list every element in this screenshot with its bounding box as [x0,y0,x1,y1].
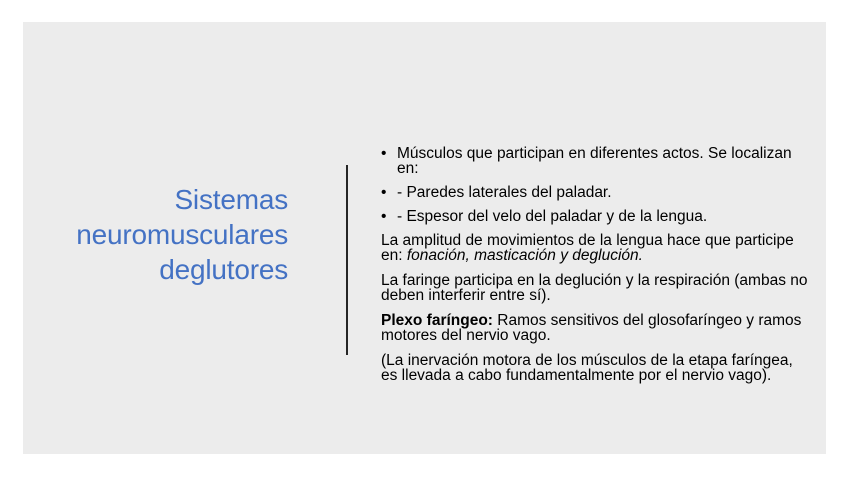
vertical-divider [346,165,348,355]
bullet-item [381,209,811,224]
bullet-item [381,146,811,176]
title-line: Sistemas [174,184,288,215]
paragraph-text: Ramos sensitivos del glosofaríngeo y ramos motores del nervio vago. [381,312,802,344]
paragraph-faringe [381,273,811,303]
bullet-dot: • [381,208,387,225]
slide-content [381,146,811,393]
bullet-item [381,185,811,200]
bullet-dot: • [381,145,387,162]
title-line: deglutores [159,254,288,285]
title-line: neuromusculares [76,219,288,250]
paragraph-text: (La inervación motora de los músculos de la etapa faríngea, es llevada a cabo fundamentalmente por el nervio vago). [381,352,793,384]
paragraph-inervacion [381,353,811,383]
slide-title [23,182,288,287]
slide [23,22,826,454]
paragraph-bold-text: Plexo faríngeo: [381,312,493,329]
bullet-text: - Espesor del velo del paladar y de la lengua. [397,208,708,225]
bullet-text: Músculos que participan en diferentes actos. Se localizan en: [397,145,792,177]
bullet-dot: • [381,184,387,201]
paragraph-italic-text: fonación, masticación y deglución. [406,247,643,264]
paragraph-amplitud [381,233,811,263]
paragraph-text: La faringe participa en la deglución y la respiración (ambas no deben interferir entre sí). [381,272,808,304]
bullet-text: - Paredes laterales del paladar. [397,184,612,201]
paragraph-plexo [381,313,811,343]
paragraph-text: La amplitud de movimientos de la lengua hace que participe en: [381,232,794,264]
